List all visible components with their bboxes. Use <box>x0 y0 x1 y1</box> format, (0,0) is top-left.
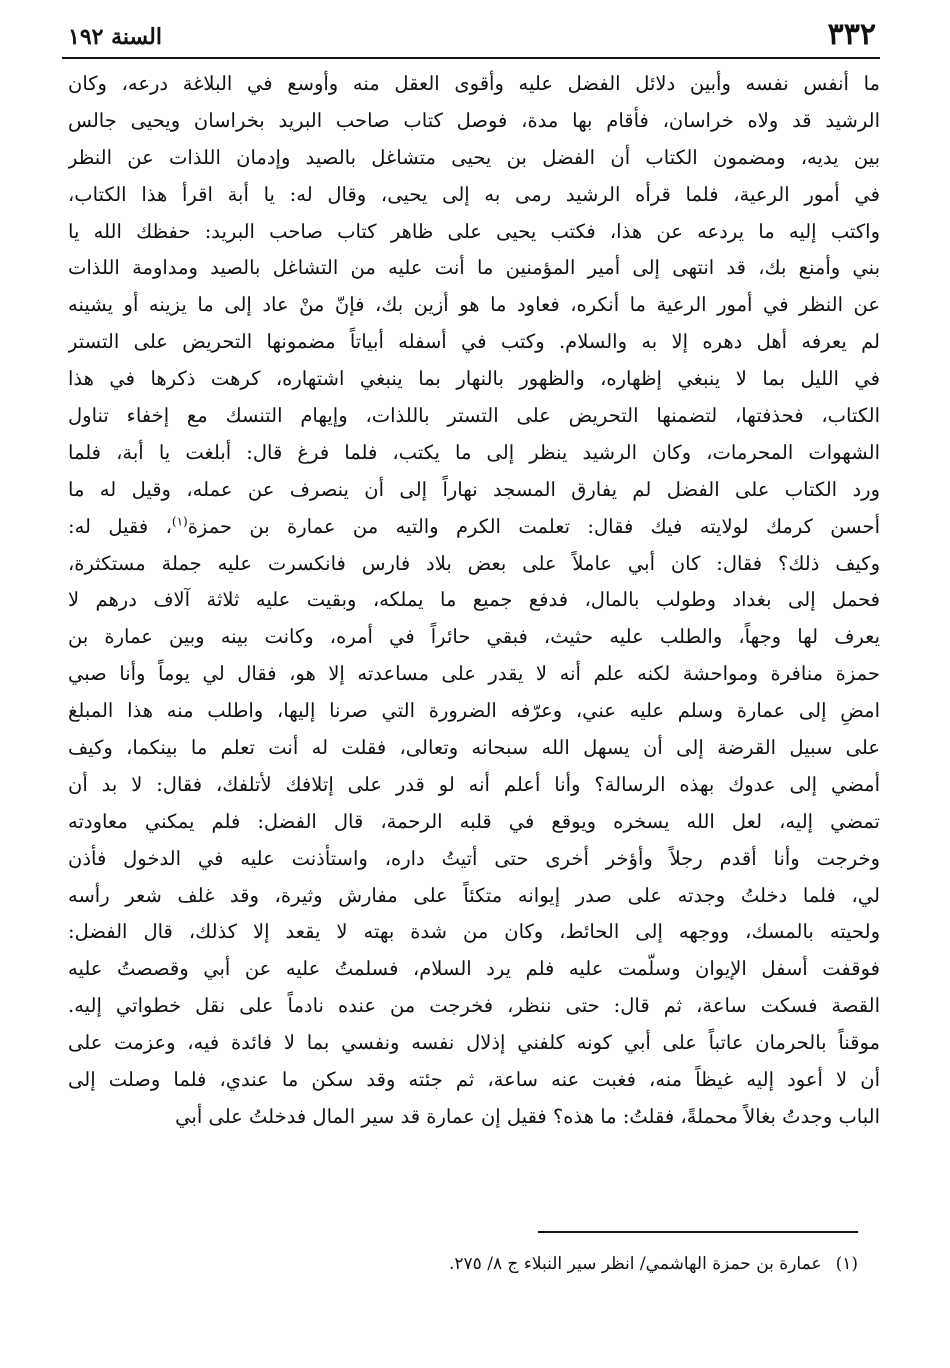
text-line-24: ولحيته بالمسك، ووجهه إلى الحائط، وكان من شدة بهته لا يقعد إلا كذلك، قال الفضل: <box>68 920 880 944</box>
text-line-8: لم يعرفه أهل دهره إلا به والسلام. وكتب في أسفله أبياتاً مضمونها التحريض على التستر <box>68 330 880 354</box>
text-line-6: بني وأمنع بك، قد انتهى إلى أمير المؤمنين ما أنت عليه من التشاغل بالصيد ومداومة اللذات <box>68 256 880 280</box>
footnote-text: عمارة بن حمزة الهاشمي/ انظر سير النبلاء ج ٨/ ٢٧٥. <box>448 1254 822 1274</box>
text-line-12: ورد الكتاب على الفضل لم يفارق المسجد نهاراً إلى أن ينصرف عن عمله، وقيل له ما <box>68 477 880 501</box>
text-line-16: يعرف لها وجهاً، والطلب عليه حثيث، فبقي حائراً في أمره، وكانت بينه وبين عمارة بن <box>68 625 880 649</box>
page-header <box>62 14 882 56</box>
text-line-28: أن لا أعود إليه غيظاً منه، فغبت عنه ساعة، ثم جئته وقد سكن ما عندي، فلما وصلت إلى <box>68 1068 880 1092</box>
header-rule <box>62 57 880 59</box>
text-line-3: بين يديه، ومضمون الكتاب أن الفضل بن يحيى متشاغل بالصيد وإدمان اللذات عن النظر <box>68 145 880 169</box>
text-line-13-tail: ، فقيل له: <box>68 514 172 538</box>
text-line-15: فحمل إلى بغداد وطولب بالمال، فدفع جميع ما يملكه، وبقيت عليه ثلاثة آلاف درهم لا <box>68 588 880 612</box>
text-line-19: على سبيل القرضة إلى أن يسهل الله سبحانه وتعالى، فقلت له أنت تعلم ما بينكما، وكيف <box>68 736 880 760</box>
text-line-22: وخرجت وأنا أقدم رجلاً وأؤخر أخرى حتى أتيتُ داره، واستأذنت عليه في الدخول فأذن <box>68 846 880 870</box>
text-line-27: موقناً بالحرمان عاتباً على أبي كونه كلفني إذلال نفسه ونفسي بما لا فائدة فيه، وعزمت على <box>68 1031 880 1055</box>
text-line-14: وكيف ذلك؟ فقال: كان أبي عاملاً على بعض بلاد فارس فانكسرت عليه جملة مستكثرة، <box>68 551 880 575</box>
running-title: السنة ١٩٢ <box>68 24 162 50</box>
text-line-1: ما أنفس نفسه وأبين دلائل الفضل عليه وأقوى العقل منه وأوسع في البلاغة درعه، وكان <box>68 72 880 95</box>
text-line-13 <box>68 509 880 546</box>
text-line-25: فوقفت أسفل الإيوان وسلّمت عليه فلم يرد السلام، فسلمتُ عليه عن أبي وقصصتُ عليه <box>68 957 880 981</box>
footnote-rule <box>538 1231 858 1233</box>
text-line-13-main: أحسن كرمك لولايته فيك فقال: تعلمت الكرم والتيه من عمارة بن حمزة <box>187 514 880 538</box>
text-line-7: عن النظر في أمور الرعية ما أنكره، فعاود ما هو أزين بك، فإنّ منْ عاد إلى ما يزينه أو يشينه <box>68 293 880 317</box>
footnote <box>300 1248 858 1280</box>
text-line-5: واكتب إليه ما يردعه عن هذا، فكتب يحيى على ظاهر كتاب صاحب البريد: حفظك الله يا <box>68 219 880 243</box>
body-text <box>68 66 880 1226</box>
page-number: ٣٣٢ <box>827 17 876 52</box>
text-line-11: الشهوات المحرمات، وكان الرشيد ينظر إلى ما يكتب، فلما فرغ قال: أبلغت يا أبة، فلما <box>68 440 880 464</box>
text-line-18: امضِ إلى عمارة وسلم عليه عني، وعرّفه الضرورة التي صرنا إليها، واطلب منه هذا المبلغ <box>68 699 880 723</box>
text-line-9: في الليل بما لا ينبغي إظهاره، والظهور بالنهار بما ينبغي اشتهاره، كرهت ذكرها في هذا <box>68 367 880 391</box>
text-line-2: الرشيد قد ولاه خراسان، فأقام بها مدة، فوصل كتاب صاحب البريد بخراسان ويحيى جالس <box>68 108 880 132</box>
text-line-20: أمضي إلى عدوك بهذه الرسالة؟ وأنا أعلم أنه لو قدر على إتلافك لأتلفك، فقال: لا بد أن <box>68 772 880 796</box>
text-line-23: لي، فلما دخلتُ وجدته على صدر إيوانه متكئاً على مفارش وثيرة، وقد غلف شعر رأسه <box>68 883 880 907</box>
footnote-marker: (١) <box>835 1254 858 1274</box>
footnote-reference[interactable]: (١) <box>171 514 188 529</box>
text-line-4: في أمور الرعية، فلما قرأه الرشيد رمى به إلى يحيى، وقال له: يا أبة اقرأ هذا الكتاب، <box>68 182 880 206</box>
text-line-26: القصة فسكت ساعة، ثم قال: حتى ننظر، فخرجت من عنده نادماً على نقل خطواتي إليه. <box>68 994 880 1018</box>
text-line-10: الكتاب، فحذفتها، لتضمنها التحريض على التستر باللذات، وإيهام التنسك مع إخفاء تناول <box>68 404 880 428</box>
text-line-17: حمزة منافرة ومواحشة لكنه علم أنه لا يقدر على مساعدته إلا هو، فقال لي يوماً وأنا صبي <box>68 662 880 686</box>
text-line-29: الباب وجدتُ بغالاً محملةً، فقلتُ: ما هذه؟ فقيل إن عمارة قد سير المال فدخلتُ على أبي <box>175 1104 880 1128</box>
text-line-21: تمضي إليه، لعل الله يسخره ويوقع في قلبه الرحمة، قال الفضل: فلم يمكني معاودته <box>68 809 880 833</box>
